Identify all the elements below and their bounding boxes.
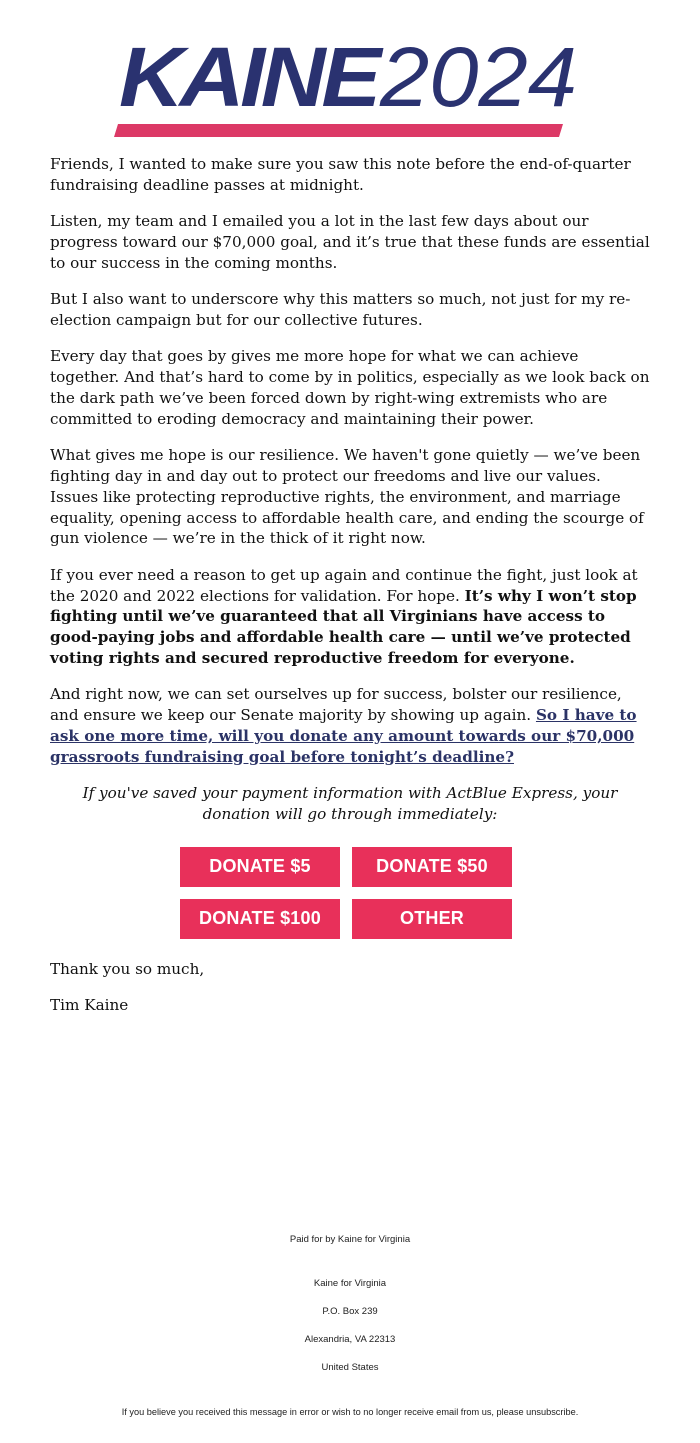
paragraph-7	[50, 684, 650, 767]
paragraph-6	[50, 565, 650, 669]
logo-year-text: 2024	[378, 40, 577, 124]
donate-button-grid	[180, 847, 520, 939]
donate-100-button[interactable]: DONATE $100	[180, 899, 340, 939]
donate-5-button[interactable]: DONATE $5	[180, 847, 340, 887]
paid-for-disclaimer: Paid for by Kaine for Virginia	[289, 1234, 411, 1245]
header-logo-area	[0, 0, 700, 150]
kaine-2024-logo	[113, 40, 583, 140]
email-body	[50, 154, 650, 1031]
paragraph-1: Friends, I wanted to make sure you saw this note before the end-of-quarter fundraising deadline passes at midnight.	[50, 155, 631, 194]
donate-ask-link[interactable]: So I have to ask one more time, will you donate any amount towards our $70,000 grassroots fundraising goal before tonight’s deadline?	[50, 706, 637, 766]
actblue-express-note: If you've saved your payment information with ActBlue Express, your donation will go through immediately:	[82, 784, 618, 823]
paragraph-3: But I also want to underscore why this matters so much, not just for my re-election campaign but for our collective futures.	[50, 290, 631, 329]
logo-underline-bar	[114, 124, 563, 137]
donate-50-button[interactable]: DONATE $50	[352, 847, 512, 887]
unsubscribe-notice[interactable]: If you believe you received this message in error or wish to no longer receive email from us, please unsubscribe.	[121, 1407, 579, 1417]
paragraph-7-text: And right now, we can set ourselves up for success, bolster our resilience, and ensure we keep our Senate majority by showing up again.	[50, 685, 622, 725]
closing-thanks: Thank you so much,	[50, 959, 205, 978]
footer-city: Alexandria, VA 22313	[304, 1334, 396, 1345]
footer-org-name: Kaine for Virginia	[313, 1278, 387, 1289]
paragraph-2: Listen, my team and I emailed you a lot in the last few days about our progress toward our $70,000 goal, and it’s true that these funds are essential to our success in the coming months.	[50, 212, 650, 272]
signature: Tim Kaine	[50, 996, 129, 1015]
donate-other-button[interactable]: OTHER	[352, 899, 512, 939]
paragraph-5: What gives me hope is our resilience. We haven't gone quietly — we’ve been fighting day in and day out to protect our freedoms and live our values. Issues like protecting reproductive rights, the environment, and marriage equality, opening access to affordable health care, and ending the scourge of gun violence — we’re in the thick of it right now.	[50, 446, 644, 548]
footer-po-box: P.O. Box 239	[322, 1306, 378, 1317]
footer-country: United States	[321, 1362, 379, 1373]
paragraph-4: Every day that goes by gives me more hope for what we can achieve together. And that’s hard to come by in politics, especially as we look back on the dark path we’ve been forced down by right-wing extremists who are committed to eroding democracy and maintaining their power.	[50, 347, 650, 428]
logo-name-text: KAINE	[119, 40, 385, 124]
paragraph-6-text: If you ever need a reason to get up again and continue the fight, just look at the 2020 and 2022 elections for validation. For hope.	[50, 565, 638, 605]
paragraph-6-bold: It’s why I won’t stop fighting until we’ve guaranteed that all Virginians have access to good-paying jobs and affordable health care — until we’ve protected voting rights and secured reproductive freedom for everyone.	[50, 586, 637, 667]
